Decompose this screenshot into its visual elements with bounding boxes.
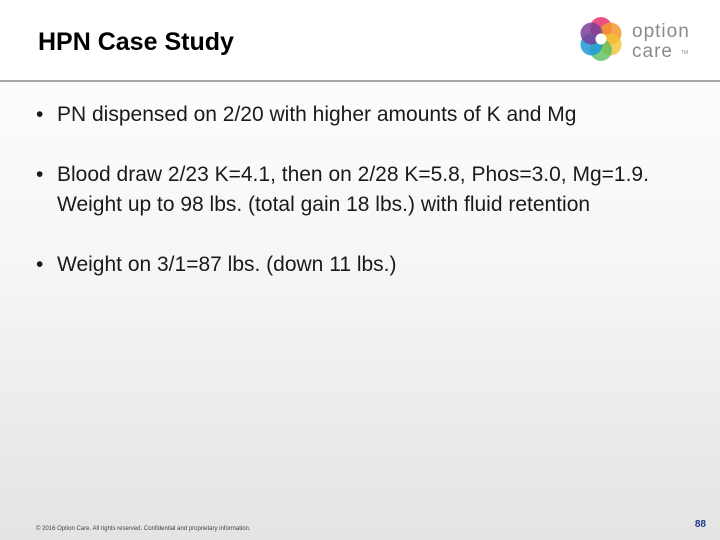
bullet-dot: • [36,103,44,126]
bullet-text: PN dispensed on 2/20 with higher amounts of K and Mg [57,103,577,126]
bullet-item [36,160,676,220]
header-divider [0,80,720,82]
page-number: 88 [694,519,706,530]
option-care-swirl-icon [578,16,624,62]
logo-word-option: option [632,21,690,42]
slide-title: HPN Case Study [38,28,234,56]
bullet-text: Weight on 3/1=87 lbs. (down 11 lbs.) [57,253,397,276]
bullet-list [36,100,676,280]
copyright-footer: © 2016 Option Care. All rights reserved. Confidential and proprietary information. [36,526,251,532]
bullet-item [36,100,676,130]
bullet-text: Blood draw 2/23 K=4.1, then on 2/28 K=5.8, Phos=3.0, Mg=1.9. Weight up to 98 lbs. (total gain 18 lbs.) with fluid retention [57,163,649,216]
bullet-dot: • [36,253,44,276]
logo-word-care: care [632,41,673,62]
bullet-item [36,250,676,280]
option-care-logo [578,14,698,70]
bullet-dot: • [36,163,44,186]
logo-trademark: TM [681,50,689,56]
slide-header [0,0,720,80]
